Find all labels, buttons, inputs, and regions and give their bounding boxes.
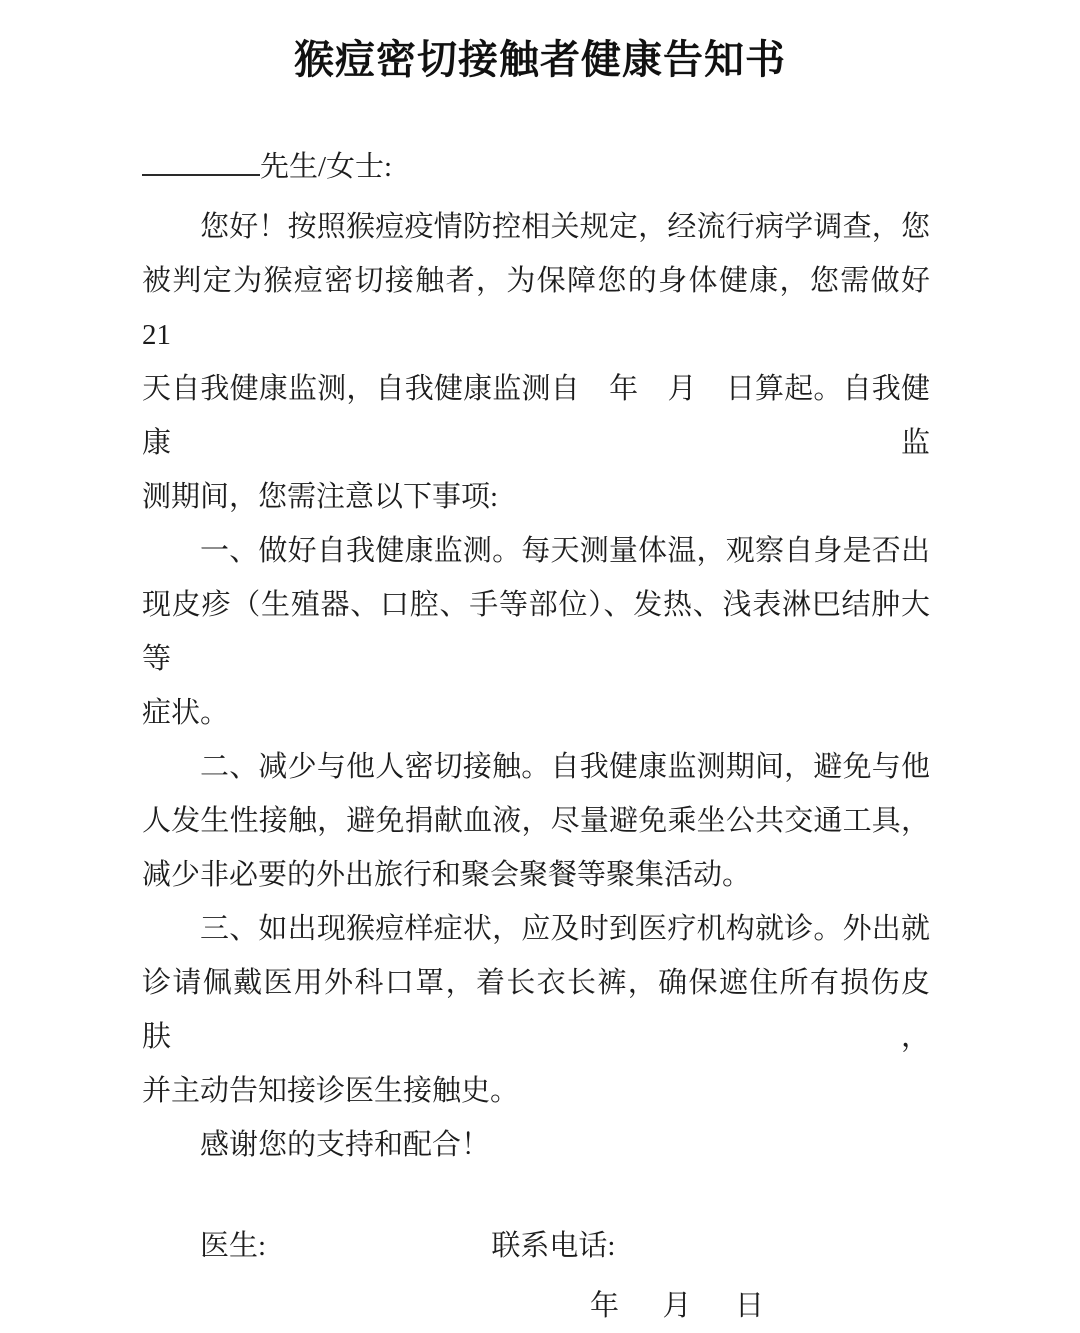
- name-blank-field: [142, 174, 260, 176]
- document-line: 三、如出现猴痘样症状，应及时到医疗机构就诊。外出就: [200, 913, 930, 945]
- phone-label: 联系电话:: [491, 1230, 616, 1262]
- document-line: 并主动告知接诊医生接触史。: [142, 1075, 520, 1107]
- document-line: 感谢您的支持和配合！: [200, 1129, 491, 1161]
- document-line: 现皮疹（生殖器、口腔、手等部位）、发热、浅表淋巴结肿大等: [142, 589, 930, 675]
- document-title: 猴痘密切接触者健康告知书: [294, 37, 786, 82]
- document-line: 您好！按照猴痘疫情防控相关规定，经流行病学调查，您: [200, 211, 930, 243]
- salutation-label: 先生/女士:: [260, 151, 393, 183]
- document-line: 测期间，您需注意以下事项:: [142, 481, 499, 513]
- date-line: 年 月 日: [589, 1290, 764, 1322]
- document-line: 诊请佩戴医用外科口罩，着长衣长裤，确保遮住所有损伤皮肤，: [142, 967, 930, 1053]
- document-line: 天自我健康监测，自我健康监测自 年 月 日算起。自我健康监: [142, 373, 930, 459]
- document-body: [142, 200, 930, 1172]
- document-line: 症状。: [142, 697, 230, 729]
- document-line: 一、做好自我健康监测。每天测量体温，观察自身是否出: [200, 535, 930, 567]
- document-line: 减少非必要的外出旅行和聚会聚餐等聚集活动。: [142, 859, 752, 891]
- doctor-label: 医生:: [200, 1230, 267, 1262]
- document-content: [142, 140, 930, 1333]
- document-line: 人发生性接触，避免捐献血液，尽量避免乘坐公共交通工具，: [142, 805, 930, 837]
- signature-row: [142, 1219, 930, 1273]
- document-line: 被判定为猴痘密切接触者，为保障您的身体健康，您需做好 21: [142, 265, 930, 351]
- document-line: 二、减少与他人密切接触。自我健康监测期间，避免与他: [200, 751, 930, 783]
- salutation-line: [142, 140, 930, 194]
